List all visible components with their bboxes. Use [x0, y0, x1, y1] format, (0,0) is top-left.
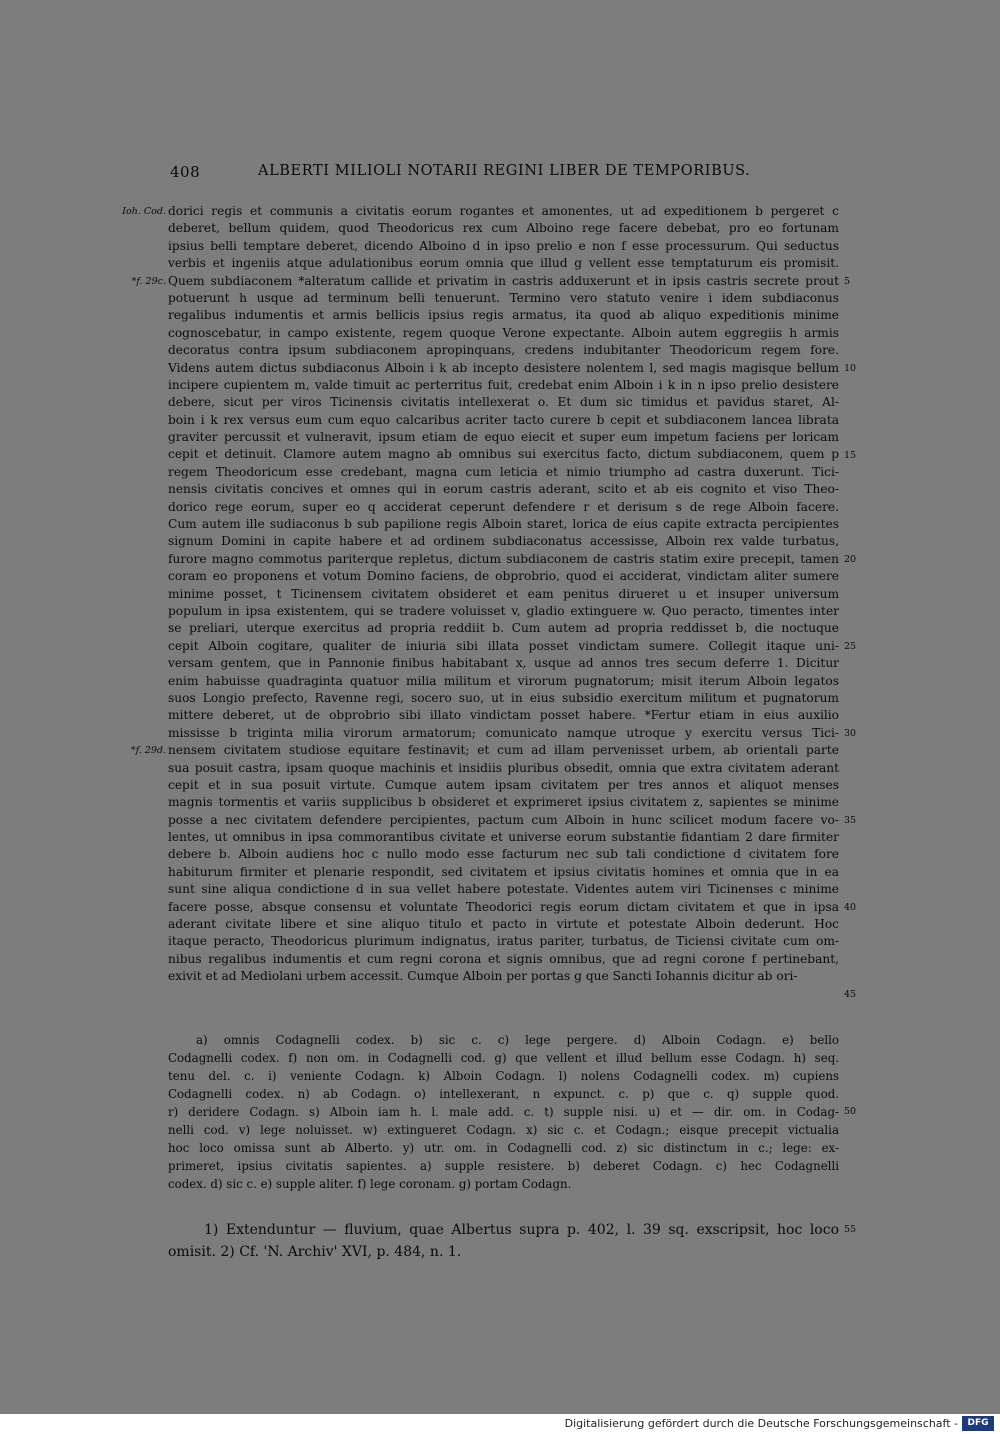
text-line: sua posuit castra, ipsam quoque machinis et insidiis pluribus obsedit, omnia que extra civitatem aderant [168, 760, 839, 775]
folio-marker: Ioh. Cod. [122, 206, 166, 217]
text-line: mississe b triginta milia virorum armatorum; comunicato namque utroque y exercitu versus Tici- [168, 725, 839, 740]
text-line: dorici regis et communis a civitatis eorum rogantes et amonentes, ut ad expeditionem b pergeret c [168, 204, 839, 218]
dfg-logo-icon: DFG [962, 1416, 994, 1431]
line-number: 20 [844, 554, 857, 565]
text-line: coram eo proponens et votum Domino faciens, de obprobrio, quod ei acciderat, vindictam aliter sumere [168, 569, 839, 584]
text-line: lentes, ut omnibus in ipsa commorantibus civitate et universe eorum substantie fidantiam 2 dare firmiter [168, 830, 839, 845]
line-number: 15 [844, 449, 857, 461]
text-line: ipsius belli temptare deberet, dicendo Alboino d in ipso prelio e non f esse processurum. Qui seductus [168, 238, 839, 253]
line-number: 35 [844, 815, 857, 826]
text-line: regem Theodoricum esse credebant, magna cum leticia et nimio triumpho ad castra duxerunt. Tici- [168, 464, 839, 479]
footnotes [168, 1219, 839, 1263]
text-line: cepit et in sua posuit virtute. Cumque autem ipsam civitatem per tres annos et aliquot menses [168, 777, 839, 792]
text-line: exivit et ad Mediolani urbem accessit. Cumque Alboin per portas g que Sancti Iohannis dicitur ab ori- [168, 969, 798, 984]
running-title: ALBERTI MILIOLI NOTARII REGINI LIBER DE TEMPORIBUS. [258, 163, 751, 179]
page-number: 408 [170, 163, 201, 181]
text-line: cepit Alboin cogitare, qualiter de iniuria sibi illata posset vindictam sumere. Collegit itaque uni- [168, 638, 839, 653]
line-number: 45 [844, 989, 857, 1000]
main-text [168, 203, 839, 986]
text-line: cognoscebatur, in campo existente, regem quoque Verone expectante. Alboin autem eggregiis h armis [168, 325, 839, 340]
text-line: posse a nec civitatem defendere percipientes, pactum cum Alboin in hunc scilicet modum facere vo- [168, 812, 839, 827]
credit-bar [0, 1414, 1000, 1434]
text-line: facere posse, absque consensu et voluntate Theodorici regis eorum dictam civitatem et que in ipsa [168, 899, 839, 914]
apparatus-line: tenu del. c. i) veniente Codagn. k) Alboin Codagn. l) nolens Codagnelli codex. m) cupiens [168, 1069, 839, 1083]
credit-text: Digitalisierung gefördert durch die Deutsche Forschungsgemeinschaft - [564, 1417, 958, 1430]
text-line: nensem civitatem studiose equitare festinavit; et cum ad illam pervenisset urbem, ab orientali parte [168, 743, 839, 758]
line-number: 50 [844, 1106, 857, 1117]
folio-marker: *f. 29c. [131, 275, 166, 287]
text-line: nensis civitatis concives et omnes qui in eorum castris aderant, scito et ab eis cognito et viso Theo- [168, 482, 839, 497]
footnote-line: 1) Extenduntur — fluvium, quae Albertus supra p. 402, l. 39 sq. exscripsit, hoc loco [204, 1222, 839, 1238]
line-number: 10 [844, 362, 857, 374]
text-line: habiturum firmiter et plenarie respondit, sed civitatem et ipsius civitatis homines et omnia que in ea [168, 864, 839, 879]
line-number: 30 [844, 728, 857, 739]
text-line: furore magno commotus pariterque repletus, dictum subdiaconem de castris statim exire precepit, tamen [168, 551, 839, 566]
line-number: 55 [844, 1224, 857, 1235]
apparatus-line: Codagnelli codex. f) non om. in Codagnelli cod. g) que vellent et illud bellum esse Codagn. h) seq. [168, 1051, 839, 1065]
apparatus-line: nelli cod. v) lege noluisset. w) extingueret Codagn. x) sic c. et Codagn.; eisque precepit victualia [168, 1123, 839, 1137]
text-line: se preliari, uterque exercitus ad propria reddiit b. Cum autem ad propria reddisset b, die noctuque [168, 621, 839, 636]
text-line: aderant civitate libere et sine aliquo titulo et pacto in virtute et potestate Alboin dederunt. Hoc [168, 917, 839, 932]
apparatus-line: r) deridere Codagn. s) Alboin iam h. l. male add. c. t) supple nisi. u) et — dir. om. in Codag- [168, 1105, 839, 1119]
footnote-line: omisit. 2) Cf. 'N. Archiv' XVI, p. 484, n. 1. [168, 1244, 462, 1260]
text-line: minime posset, t Ticinensem civitatem obsideret et eam penitus dirueret u et insuper universum [168, 586, 839, 601]
text-line: nibus regalibus indumentis et cum regni corona et signis omnibus, que ad regni corone f pertinebant, [168, 951, 839, 966]
apparatus-line: Codagnelli codex. n) ab Codagn. o) intellexerant, n expunct. c. p) que c. q) supple quod. [168, 1087, 839, 1101]
text-line: debere, sicut per viros Ticinensis civitatis intellexerat o. Et dum sic timidus et pavidus staret, Al- [168, 395, 839, 410]
apparatus-line: codex. d) sic c. e) supple aliter. f) lege coronam. g) portam Codagn. [168, 1177, 572, 1191]
text-line: magnis tormentis et variis supplicibus b obsideret et exprimeret ipsius civitatem z, sapientes se minime [168, 795, 839, 810]
text-line: cepit et detinuit. Clamore autem magno ab omnibus sui exercitus facto, dictum subdiaconem, quem p [168, 447, 839, 462]
critical-apparatus [168, 1031, 839, 1193]
text-line: graviter percussit et vulneravit, ipsum etiam de equo eiecit et super eum impetum faciens per loricam [168, 430, 839, 445]
text-line: itaque peracto, Theodoricus plurimum indignatus, iratus pariter, turbatus, de Ticiensi civitate cum om- [168, 934, 839, 949]
text-line: debere b. Alboin audiens hoc c nullo modo esse facturum nec sub tali condictione d civitatem fore [168, 847, 839, 862]
text-line: populum in ipsa existentem, qui se tradere voluisset v, gladio extinguere w. Quo peracto, timentes inter [168, 603, 839, 618]
apparatus-line: primeret, ipsius civitatis sapientes. a) supple resistere. b) deberet Codagn. c) hec Codagnelli [168, 1159, 839, 1173]
text-line: Cum autem ille sudiaconus b sub papilione regis Alboin staret, lorica de eius capite extracta percipientes [168, 517, 839, 532]
text-line: signum Domini in capite habere et ad ordinem subdiaconatus accessisse, Alboin rex valde turbatus, [168, 534, 839, 549]
text-line: deberet, bellum quidem, quod Theodoricus rex cum Alboino rege facere debebat, pro eo fortunam [168, 221, 839, 236]
page-header [170, 163, 770, 185]
text-line: enim habuisse quadraginta quatuor milia militum et virorum pugnatorum; misit iterum Alboin legatos [168, 673, 839, 688]
line-number: 5 [844, 275, 851, 287]
text-line: boin i k rex versus eum cum equo calcaribus acriter tacto curere b cepit et subdiaconem lancea librata [168, 412, 839, 427]
text-line: sunt sine aliqua condictione d in sua vellet habere potestate. Videntes autem viri Ticinenses c minime [168, 882, 839, 897]
text-line: versam gentem, que in Pannonie finibus habitabant x, usque ad annos tres secum deferre 1. Dicitur [168, 656, 839, 671]
text-line: mittere deberet, ut de obprobrio sibi illato vindictam posset habere. *Fertur etiam in eius auxilio [168, 708, 839, 723]
text-line: incipere cupientem m, valde timuit ac perterritus fuit, credebat enim Alboin i k in n ipso prelio desistere [168, 377, 839, 392]
text-line: Videns autem dictus subdiaconus Alboin i k ab incepto desistere nolentem l, sed magis magisque bellum [168, 360, 839, 375]
folio-marker: *f. 29d. [130, 745, 166, 757]
apparatus-line: a) omnis Codagnelli codex. b) sic c. c) lege pergere. d) Alboin Codagn. e) bello [196, 1033, 839, 1047]
text-line: decoratus contra ipsum subdiaconem apropinquans, credens indubitanter Theodoricum regem fore. [168, 343, 839, 358]
text-line: dorico rege eorum, super eo q acciderat ceperunt defendere r et derisum s de rege Alboin facere. [168, 499, 839, 514]
text-line: potuerunt h usque ad terminum belli tenuerunt. Termino vero statuto venire i idem subdiaconus [168, 290, 839, 305]
line-number: 25 [844, 641, 857, 652]
text-line: verbis et ingeniis atque adulationibus eorum omnia que illud g vellent esse temptaturum eis promisit. [168, 256, 839, 271]
apparatus-line: hoc loco omissa sunt ab Alberto. y) utr. om. in Codagnelli cod. z) sic distinctum in c.; lege: ex- [168, 1141, 839, 1155]
text-line: suos Longio prefecto, Ravenne regi, socero suo, ut in eius subsidio exercitum militum et pugnatorum [168, 690, 839, 705]
text-line: Quem subdiaconem *alteratum callide et privatim in castris adduxerunt et in ipsis castris secrete prout [168, 273, 839, 288]
text-line: regalibus indumentis et armis bellicis ipsius regis armatus, ita quod ab aliquo expeditionis minime [168, 308, 839, 323]
line-number: 40 [844, 902, 857, 913]
